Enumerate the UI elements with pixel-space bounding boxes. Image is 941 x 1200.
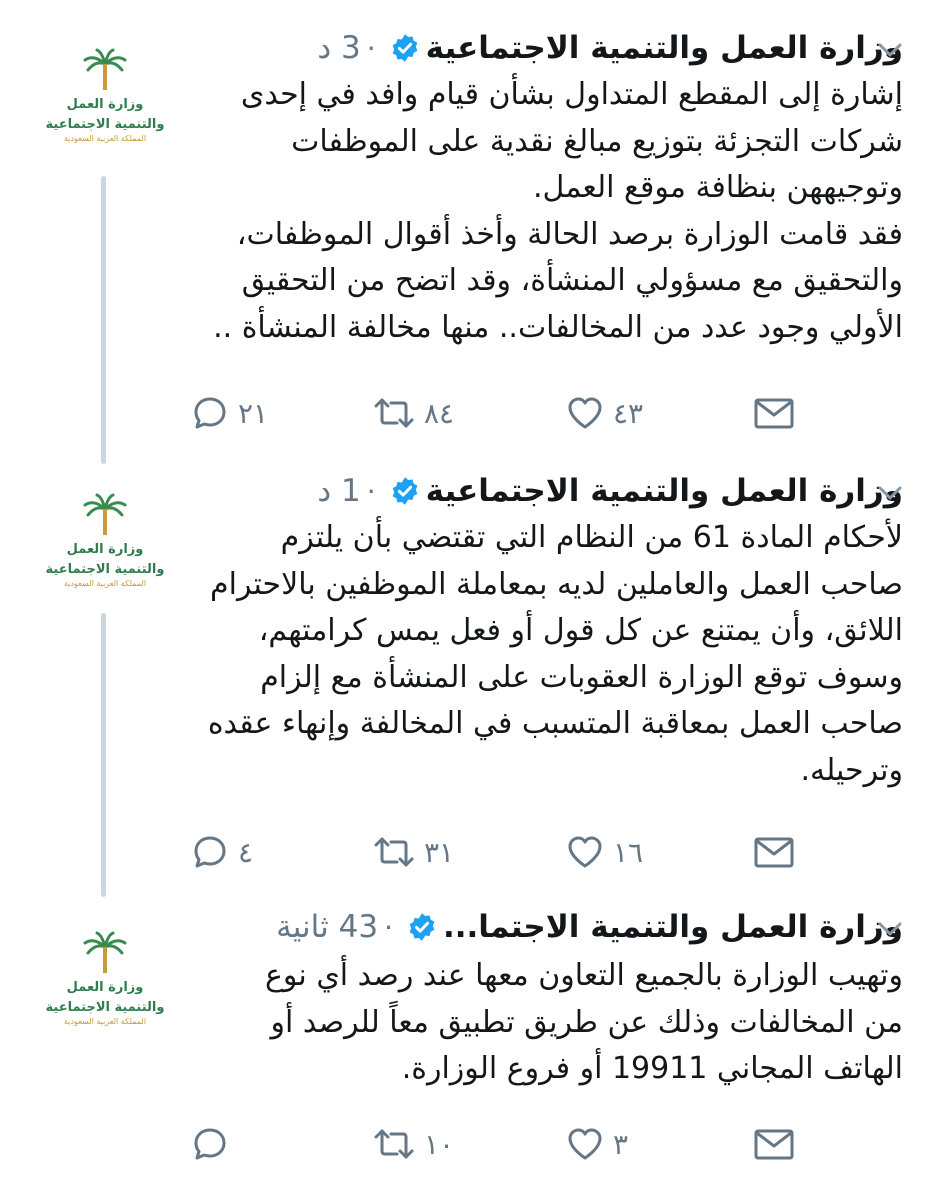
tweet-line: وتهيب الوزارة بالجميع التعاون معها عند رصد أي نوع [265, 958, 903, 993]
separator: · [366, 474, 376, 508]
separator: · [366, 31, 376, 65]
heart-icon [565, 393, 605, 433]
tweet-line: فقد قامت الوزارة برصد الحالة وأخذ أقوال الموظفات، [236, 216, 903, 252]
avatar[interactable] [40, 48, 170, 144]
chevron-down-icon[interactable] [870, 473, 910, 513]
mail-icon [752, 1124, 796, 1164]
tweet-header [317, 469, 903, 513]
reply-count: ٤ [238, 835, 254, 869]
tweet-actions [0, 390, 941, 436]
display-name[interactable]: وزارة العمل والتنمية الاجتما... [442, 909, 903, 945]
avatar[interactable] [40, 493, 170, 589]
message-button[interactable] [752, 390, 796, 436]
tweet-actions [0, 1121, 941, 1167]
like-count: ١٦ [613, 835, 644, 869]
tweet-line: والتحقيق مع مسؤولي المنشأة، وقد اتضح من التحقيق [241, 263, 903, 299]
like-count: ٣ [613, 1127, 629, 1161]
display-name[interactable]: وزارة العمل والتنمية الاجتماعية [425, 30, 903, 66]
palm-logo-icon [82, 48, 128, 92]
tweet-line: شركات التجزئة بتوزيع مبالغ نقدية على الموظفات [291, 123, 903, 159]
like-button[interactable] [565, 390, 643, 436]
tweet-line: صاحب العمل والعاملين لديه بمعاملة الموظفين بالاحترام [210, 566, 903, 602]
message-button[interactable] [752, 1121, 796, 1167]
like-button[interactable] [565, 1121, 628, 1167]
tweet-line: اللائق، وأن يمتنع عن كل قول أو فعل يمس كرامتهم، [258, 613, 903, 649]
retweet-count: ١٠ [424, 1127, 455, 1161]
timestamp[interactable]: 3 د [317, 30, 361, 66]
verified-badge-icon [407, 912, 437, 942]
mail-icon [752, 832, 796, 872]
retweet-count: ٣١ [424, 835, 455, 869]
retweet-icon [372, 393, 416, 433]
like-button[interactable] [565, 829, 643, 875]
avatar[interactable] [40, 931, 170, 1027]
palm-logo-icon [82, 931, 128, 975]
tweet-line: الهاتف المجاني 19911 أو فروع الوزارة. [401, 1051, 903, 1087]
tweet-line: لأحكام المادة 61 من النظام التي تقتضي بأن يلتزم [280, 520, 903, 555]
retweet-button[interactable] [372, 1121, 454, 1167]
separator: · [384, 910, 393, 944]
tweet-line: الأولي وجود عدد من المخالفات.. منها مخالفة المنشأة .. [213, 309, 903, 345]
like-count: ٤٣ [613, 396, 644, 430]
logo-subtext: المملكة العربية السعودية [63, 579, 147, 588]
reply-icon [190, 832, 230, 872]
reply-button[interactable] [190, 829, 253, 875]
palm-logo-icon [82, 493, 128, 537]
tweet-line: وتوجيههن بنظافة موقع العمل. [532, 170, 903, 206]
tweet[interactable] [0, 0, 941, 465]
retweet-button[interactable] [372, 829, 454, 875]
reply-icon [190, 393, 230, 433]
logo-subtext: المملكة العربية السعودية [63, 1017, 147, 1026]
tweet-actions [0, 829, 941, 875]
tweet-text [183, 515, 903, 795]
logo-text-line1: وزارة العمل [66, 980, 144, 995]
retweet-icon [372, 832, 416, 872]
reply-count: ٢١ [238, 396, 269, 430]
tweet-header [317, 26, 903, 70]
tweet-line: صاحب العمل بمعاقبة المتسبب في المخالفة وإنهاء عقده [207, 706, 903, 742]
logo-text-line1: وزارة العمل [66, 542, 144, 557]
logo-text-line2: والتنمية الاجتماعية [45, 562, 165, 577]
heart-icon [565, 832, 605, 872]
chevron-down-icon[interactable] [870, 909, 910, 949]
tweet-header [276, 905, 903, 949]
display-name[interactable]: وزارة العمل والتنمية الاجتماعية [425, 473, 903, 509]
tweet-text [183, 72, 903, 352]
retweet-button[interactable] [372, 390, 454, 436]
logo-text-line1: وزارة العمل [66, 97, 144, 112]
tweet-line: وترحيله. [800, 752, 903, 788]
timestamp[interactable]: 43 ثانية [276, 909, 379, 945]
tweet[interactable] [0, 897, 941, 1200]
logo-subtext: المملكة العربية السعودية [63, 134, 147, 143]
tweet-line: من المخالفات وذلك عن طريق تطبيق معاً للرصد أو [270, 1004, 903, 1040]
timestamp[interactable]: 1 د [317, 473, 361, 509]
tweet[interactable] [0, 465, 941, 897]
reply-button[interactable] [190, 1121, 238, 1167]
verified-badge-icon [390, 476, 420, 506]
verified-badge-icon [390, 33, 420, 63]
tweet-text [183, 953, 903, 1093]
reply-icon [190, 1124, 230, 1164]
mail-icon [752, 393, 796, 433]
message-button[interactable] [752, 829, 796, 875]
tweet-line: وسوف توقع الوزارة العقوبات على المنشأة مع إلزام [260, 659, 903, 695]
chevron-down-icon[interactable] [870, 30, 910, 70]
reply-button[interactable] [190, 390, 268, 436]
logo-text-line2: والتنمية الاجتماعية [45, 1000, 165, 1015]
heart-icon [565, 1124, 605, 1164]
retweet-icon [372, 1124, 416, 1164]
tweet-line: إشارة إلى المقطع المتداول بشأن قيام وافد في إحدى [240, 77, 903, 112]
retweet-count: ٨٤ [424, 396, 455, 430]
logo-text-line2: والتنمية الاجتماعية [45, 117, 165, 132]
